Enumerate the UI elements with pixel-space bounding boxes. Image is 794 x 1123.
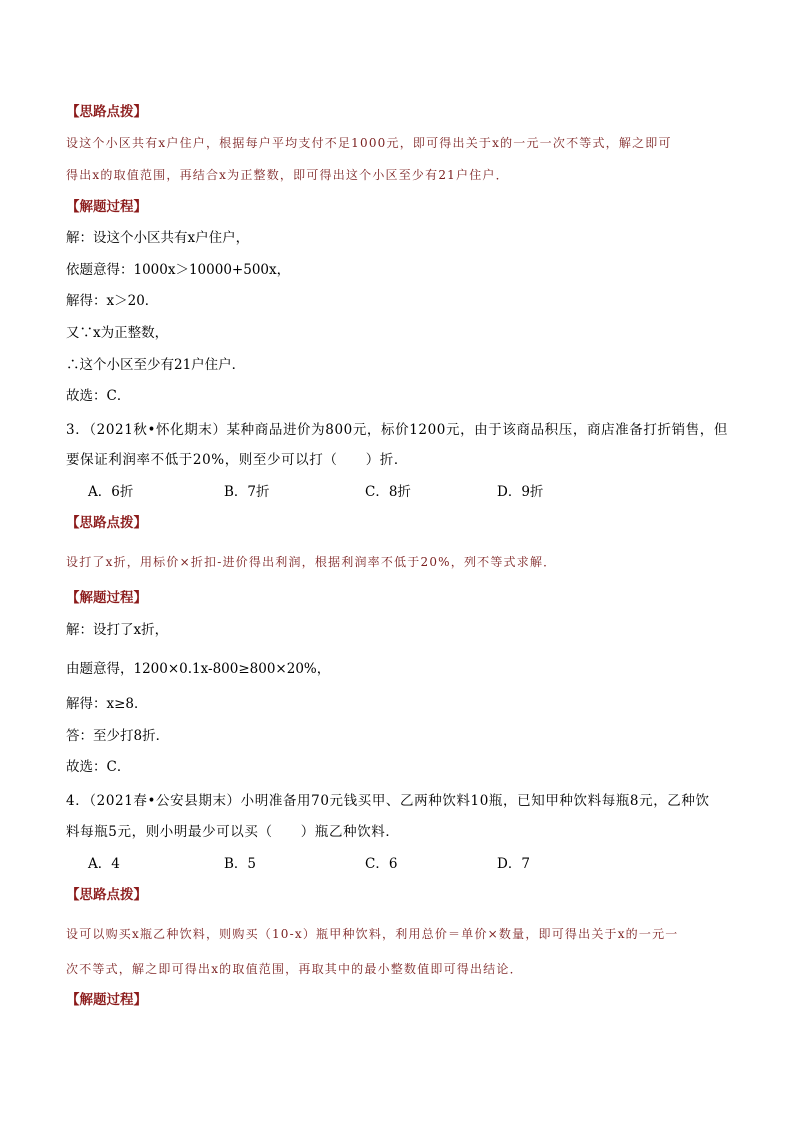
question-4-option-b: B．5: [224, 856, 257, 872]
question-4-line-1: 4．（2021春•公安县期末）小明准备用70元钱买甲、乙两种饮料10瓶，已知甲种饮料每瓶8元，乙种饮: [66, 793, 710, 809]
question-3-line-1: 3．（2021秋•怀化期末）某种商品进价为800元，标价1200元，由于该商品积压，商店准备打折销售，但: [66, 422, 728, 438]
solution-3-line-2: 由题意得，1200×0.1x-800≥800×20%，: [66, 661, 331, 677]
analysis-text-3-line-1: 设打了x折，用标价×折扣-进价得出利润，根据利润率不低于20%，列不等式求解．: [66, 555, 557, 569]
solution-1-line-3: 解得：x＞20．: [66, 293, 159, 309]
analysis-text-1-line-2: 得出x的取值范围，再结合x为正整数，即可得出这个小区至少有21户住户．: [66, 168, 509, 182]
analysis-heading-1: 【思路点拨】: [66, 104, 147, 120]
question-4-option-d: D．7: [497, 856, 530, 872]
question-3-option-b: B．7折: [224, 484, 270, 500]
question-4-option-c: C．6: [365, 856, 398, 872]
analysis-heading-3: 【思路点拨】: [66, 515, 147, 531]
analysis-heading-4: 【思路点拨】: [66, 887, 147, 903]
analysis-text-4-line-2: 次不等式，解之即可得出x的取值范围，再取其中的最小整数值即可得出结论．: [66, 962, 523, 976]
solution-1-line-2: 依题意得：1000x＞10000+500x，: [66, 262, 291, 278]
analysis-text-1-line-1: 设这个小区共有x户住户，根据每户平均支付不足1000元，即可得出关于x的一元一次不等式，解之即可: [66, 136, 672, 150]
question-4-option-a: A．4: [88, 856, 120, 872]
solution-1-line-6: 故选：C．: [66, 388, 131, 404]
question-3-line-2: 要保证利润率不低于20%，则至少可以打（ ）折．: [66, 452, 409, 468]
question-3-option-a: A．6折: [88, 484, 134, 500]
solution-heading-1: 【解题过程】: [66, 199, 147, 215]
solution-3-line-4: 答：至少打8折．: [66, 728, 170, 744]
question-3-option-d: D．9折: [497, 484, 544, 500]
question-4-line-2: 料每瓶5元，则小明最少可以买（ ）瓶乙种饮料．: [66, 824, 400, 840]
solution-1-line-4: 又∵x为正整数，: [66, 325, 169, 341]
solution-1-line-5: ∴这个小区至少有21户住户．: [66, 357, 246, 373]
solution-3-line-1: 解：设打了x折，: [66, 622, 169, 638]
solution-3-line-5: 故选：C．: [66, 759, 131, 775]
question-3-option-c: C．8折: [365, 484, 411, 500]
solution-1-line-1: 解：设这个小区共有x户住户，: [66, 230, 250, 246]
analysis-text-4-line-1: 设可以购买x瓶乙种饮料，则购买（10-x）瓶甲种饮料，利用总价＝单价×数量，即可得出关于x的一元一: [66, 927, 679, 941]
solution-heading-4: 【解题过程】: [66, 992, 147, 1008]
solution-heading-3: 【解题过程】: [66, 590, 147, 606]
solution-3-line-3: 解得：x≥8．: [66, 696, 148, 712]
